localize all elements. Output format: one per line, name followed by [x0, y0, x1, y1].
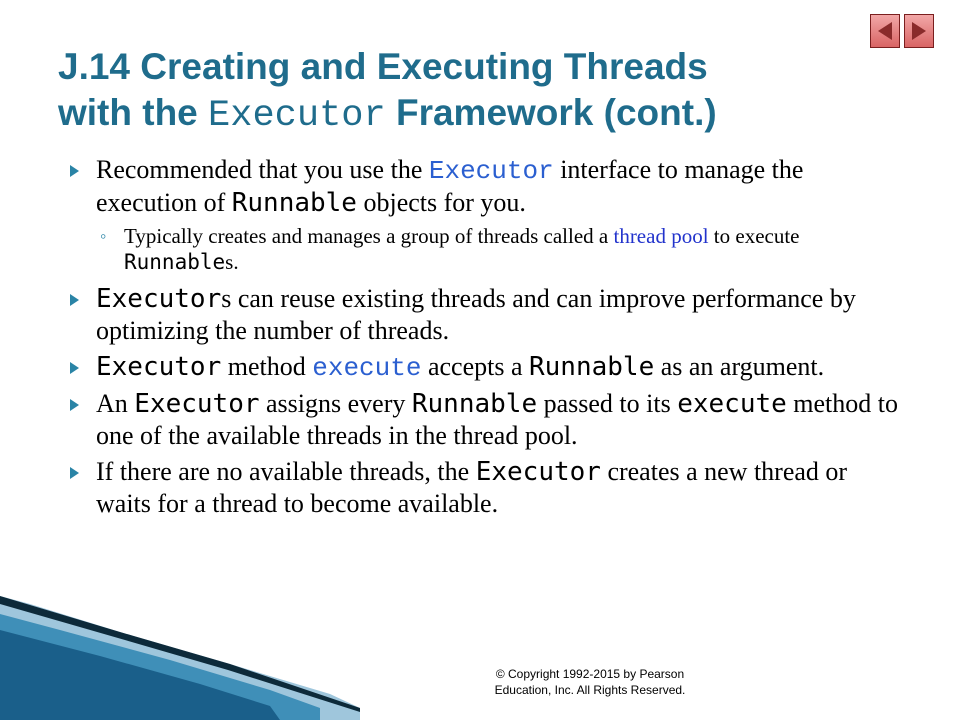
bullet-1-text-1: Recommended that you use the — [96, 155, 429, 184]
next-arrow-icon — [909, 20, 929, 42]
bullet-1-text-3: objects for you. — [356, 188, 526, 217]
bullet-3-code-1: Executor — [96, 352, 222, 382]
sub-bullet-1-text-3: s. — [225, 250, 239, 274]
bullet-4-code-1: Executor — [134, 389, 260, 419]
bullet-1 — [68, 154, 898, 219]
sub-bullet-1-text-2: to execute — [708, 224, 800, 248]
bullet-4 — [68, 388, 898, 452]
next-slide-button[interactable] — [904, 14, 934, 48]
sub-bullet-1-code: Runnable — [124, 250, 226, 274]
bullet-4-text-3: passed to its — [537, 389, 678, 418]
bullet-4-code-2: Runnable — [411, 389, 538, 419]
title-code-executor: Executor — [208, 95, 386, 137]
bullet-2-text: s can reuse existing threads and can improve performance by optimizing the number of threads. — [96, 284, 856, 345]
bullet-5-text-2: creates a new thread or waits for a thread to become available. — [96, 457, 848, 518]
bullet-2 — [68, 283, 898, 347]
bullet-3-text-3: as an argument. — [654, 352, 825, 381]
bullet-1-code-1: Executor — [428, 156, 554, 186]
slide-title — [58, 44, 878, 139]
bullet-3-text-2: accepts a — [421, 352, 529, 381]
copyright-notice — [470, 666, 710, 698]
bullet-4-text-1: An — [96, 389, 135, 418]
previous-slide-button[interactable] — [870, 14, 900, 48]
title-line-1: J.14 Creating and Executing Threads — [58, 46, 708, 87]
bullet-3-text-1: method — [221, 352, 313, 381]
sub-bullet-1-text-1: Typically creates and manages a group of threads called a — [124, 224, 614, 248]
bullet-5-code: Executor — [475, 457, 601, 487]
title-line-2-start: with the — [58, 92, 209, 133]
bullet-1-text-2: interface to manage the execution of — [96, 155, 804, 217]
sub-bullet-1 — [68, 223, 898, 275]
bullet-5-text-1: If there are no available threads, the — [96, 457, 476, 486]
copyright-line-2: Education, Inc. All Rights Reserved. — [494, 683, 686, 697]
bullet-3-code-2: execute — [312, 353, 422, 383]
bullet-4-text-4: method to one of the available threads in the thread pool. — [96, 389, 899, 450]
bullet-4-text-2: assigns every — [259, 389, 412, 418]
title-line-2-end: Framework (cont.) — [385, 92, 717, 133]
bullet-1-code-2: Runnable — [231, 188, 357, 218]
bullet-4-code-3: execute — [677, 389, 787, 419]
bullet-3-code-3: Runnable — [529, 352, 655, 382]
copyright-line-1: © Copyright 1992-2015 by Pearson — [495, 667, 685, 681]
bullet-5 — [68, 456, 898, 520]
bullet-2-code: Executor — [96, 284, 222, 314]
thread-pool-term: thread pool — [613, 224, 709, 248]
bullet-3 — [68, 351, 898, 384]
slide-content — [68, 154, 898, 524]
prev-arrow-icon — [875, 20, 895, 42]
